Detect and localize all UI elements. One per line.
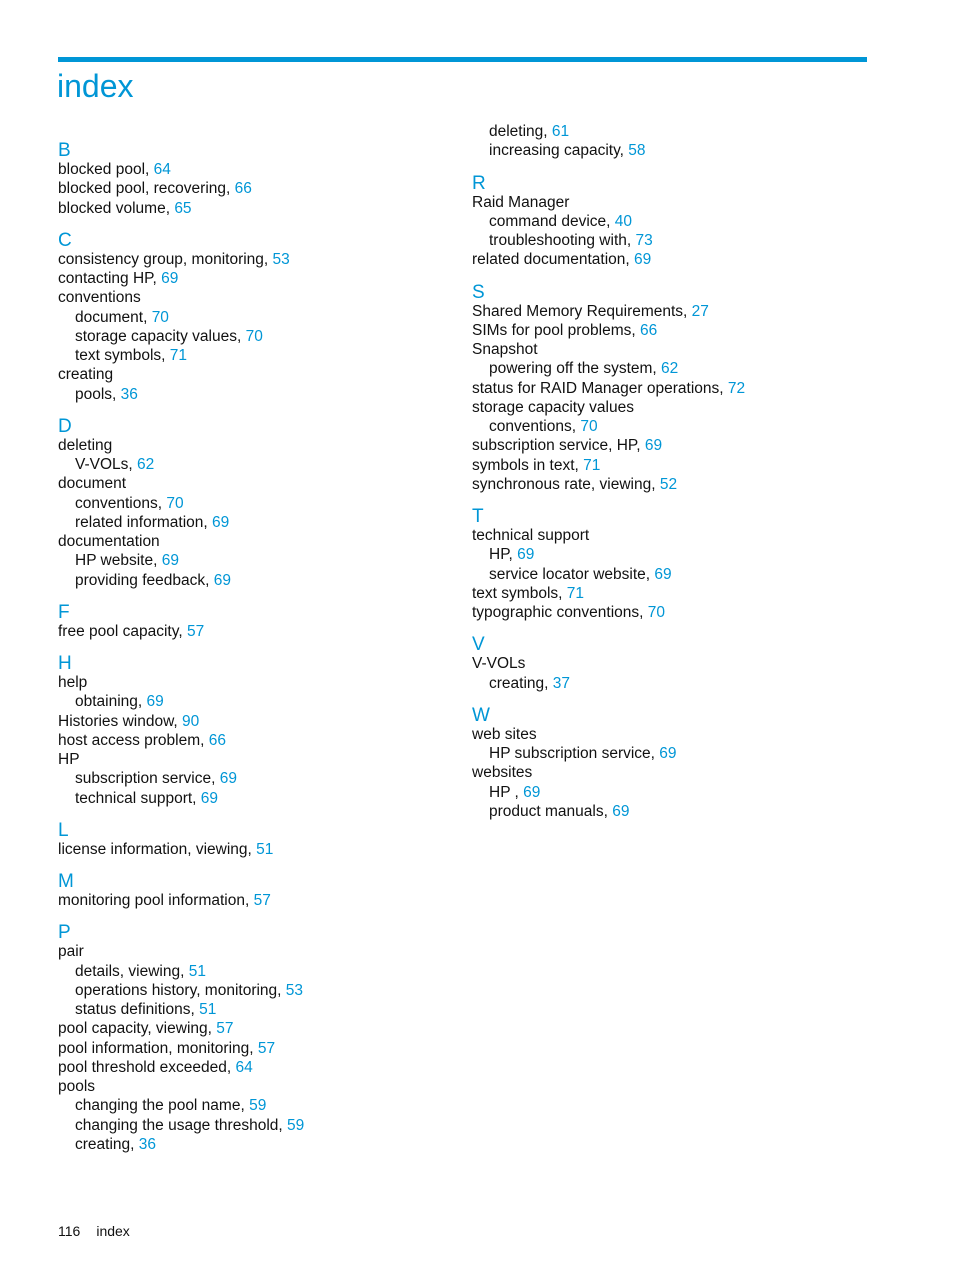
index-term: changing the usage threshold, <box>75 1116 287 1134</box>
index-entry <box>58 1019 234 1038</box>
page-link[interactable]: 51 <box>199 1001 217 1018</box>
index-subentry <box>75 385 138 404</box>
index-term: SIMs for pool problems, <box>472 321 640 339</box>
index-entry <box>58 269 178 288</box>
index-letter-c: C <box>58 229 72 251</box>
index-entry <box>58 160 171 179</box>
page-link[interactable]: 71 <box>566 584 584 602</box>
index-entry <box>58 250 290 269</box>
index-term: technical support <box>472 527 590 544</box>
index-entry <box>472 436 662 455</box>
page-link[interactable]: 69 <box>517 546 535 564</box>
index-term: host access problem, <box>58 731 209 749</box>
page-link[interactable]: 90 <box>182 712 200 730</box>
page-link[interactable]: 69 <box>523 783 541 801</box>
index-subentry <box>489 744 677 763</box>
index-term: related documentation, <box>472 251 634 269</box>
index-term: operations history, monitoring, <box>75 981 286 999</box>
index-letter-t: T <box>472 506 484 527</box>
index-entry <box>58 942 84 961</box>
page-link[interactable]: 57 <box>186 622 205 640</box>
index-term: details, viewing, <box>75 962 189 980</box>
index-letter-f: F <box>58 601 70 623</box>
footer-section-label: index <box>96 1223 130 1239</box>
index-entry <box>58 891 271 910</box>
index-letter-l: L <box>58 819 69 841</box>
page-link[interactable]: 71 <box>169 347 187 364</box>
index-term: free pool capacity, <box>58 622 187 640</box>
index-term: Raid Manager <box>472 193 570 211</box>
index-term: pools, <box>75 385 121 403</box>
index-term: HP, <box>489 546 518 564</box>
index-subentry <box>75 346 187 365</box>
page-link[interactable]: 69 <box>161 270 179 287</box>
index-term: powering off the system, <box>489 360 662 378</box>
index-subentry <box>75 692 164 711</box>
index-entry <box>58 622 204 641</box>
index-term: document <box>58 475 127 493</box>
page-link[interactable]: 58 <box>628 142 646 160</box>
index-term: blocked pool, <box>58 161 154 178</box>
index-subentry <box>75 1116 304 1135</box>
page-link[interactable]: 65 <box>174 199 192 217</box>
page-link[interactable]: 51 <box>188 962 206 980</box>
index-term: creating <box>58 366 114 384</box>
index-term: conventions, <box>75 494 167 512</box>
page-link[interactable]: 69 <box>659 745 677 762</box>
index-entry <box>58 1039 275 1058</box>
index-letter-b: B <box>58 140 71 161</box>
page-link[interactable]: 51 <box>256 840 274 858</box>
index-term: contacting HP, <box>58 270 162 287</box>
index-subentry <box>489 565 672 584</box>
index-subentry <box>489 359 678 378</box>
index-term: Snapshot <box>472 341 538 358</box>
index-term: documentation <box>58 533 160 550</box>
page-link[interactable]: 36 <box>120 385 138 403</box>
index-subentry <box>489 231 653 250</box>
page-link[interactable]: 69 <box>644 437 663 455</box>
index-entry <box>58 199 192 218</box>
index-term: status definitions, <box>75 1001 200 1018</box>
page-title: index <box>57 68 134 104</box>
index-entry <box>58 179 252 198</box>
index-term: troubleshooting with, <box>489 232 636 249</box>
page-link[interactable]: 70 <box>647 604 666 621</box>
index-entry <box>58 731 226 750</box>
index-entry <box>472 725 537 744</box>
index-entry <box>472 250 651 269</box>
page-link[interactable]: 53 <box>285 981 304 999</box>
page-link[interactable]: 73 <box>635 232 653 249</box>
index-subentry <box>489 545 534 564</box>
index-term: service locator website, <box>489 565 655 583</box>
index-entry <box>58 288 141 307</box>
index-term: web sites <box>472 725 537 743</box>
index-term: HP subscription service, <box>489 745 660 762</box>
index-term: technical support, <box>75 789 201 807</box>
header-rule <box>58 57 867 62</box>
index-term: status for RAID Manager operations, <box>472 379 728 397</box>
index-subentry <box>489 122 569 141</box>
index-subentry <box>75 789 218 808</box>
index-subentry <box>75 571 231 590</box>
index-term: text symbols, <box>472 584 567 602</box>
index-entry <box>58 436 112 455</box>
page-link[interactable]: 69 <box>213 571 231 589</box>
page-link[interactable]: 70 <box>245 327 263 345</box>
index-letter-v: V <box>472 634 485 656</box>
index-letter-h: H <box>58 653 72 674</box>
index-term: blocked pool, recovering, <box>58 180 235 198</box>
page-link[interactable]: 62 <box>137 456 155 473</box>
page-link[interactable]: 71 <box>583 456 601 474</box>
index-term: monitoring pool information, <box>58 892 254 909</box>
index-subentry <box>75 1000 216 1019</box>
page-link[interactable]: 69 <box>161 552 179 570</box>
page-link[interactable]: 69 <box>612 802 630 820</box>
page-link[interactable]: 69 <box>654 565 672 583</box>
page-link[interactable]: 27 <box>691 302 709 320</box>
index-entry <box>472 398 634 417</box>
index-term: help <box>58 674 88 691</box>
index-entry <box>472 584 584 603</box>
index-term: synchronous rate, viewing, <box>472 475 660 493</box>
index-entry <box>472 456 600 475</box>
index-subentry <box>75 327 263 346</box>
index-entry <box>472 603 665 622</box>
index-term: subscription service, <box>75 770 220 788</box>
index-entry <box>472 193 569 212</box>
page-link[interactable]: 40 <box>614 212 633 230</box>
index-letter-d: D <box>58 415 72 437</box>
footer-page-number: 116 <box>58 1223 81 1239</box>
page-link[interactable]: 70 <box>151 308 169 326</box>
page-footer <box>58 1222 130 1240</box>
index-subentry <box>489 212 632 231</box>
index-subentry <box>489 141 646 160</box>
page-link[interactable]: 64 <box>235 1058 253 1076</box>
index-term: blocked volume, <box>58 199 175 217</box>
index-term: creating, <box>75 1135 139 1153</box>
index-term: HP , <box>489 783 524 801</box>
index-term: deleting <box>58 436 113 454</box>
index-entry <box>472 321 657 340</box>
index-subentry <box>75 494 184 513</box>
index-term: license information, viewing, <box>58 840 257 858</box>
index-term: deleting, <box>489 123 552 140</box>
page-link[interactable]: 61 <box>551 123 570 140</box>
page-link[interactable]: 69 <box>634 251 652 269</box>
index-subentry <box>75 455 154 474</box>
index-term: HP <box>58 751 80 768</box>
index-entry <box>58 750 80 769</box>
page-link[interactable]: 64 <box>153 161 171 178</box>
page-link[interactable]: 37 <box>552 674 571 692</box>
index-term: providing feedback, <box>75 571 214 589</box>
index-term: increasing capacity, <box>489 142 629 160</box>
page-link[interactable]: 70 <box>166 494 184 512</box>
page-link[interactable]: 36 <box>138 1135 157 1153</box>
index-term: changing the pool name, <box>75 1097 250 1115</box>
index-term: product manuals, <box>489 802 613 820</box>
index-subentry <box>489 417 598 436</box>
index-subentry <box>75 769 237 788</box>
index-subentry <box>75 308 169 327</box>
index-term: V-VOLs, <box>75 456 138 473</box>
index-subentry <box>75 1135 156 1154</box>
index-term: storage capacity values, <box>75 327 246 345</box>
index-entry <box>472 763 532 782</box>
index-term: Histories window, <box>58 712 183 730</box>
index-entry <box>58 673 87 692</box>
index-term: V-VOLs <box>472 655 526 673</box>
page-link[interactable]: 59 <box>249 1097 267 1115</box>
index-term: symbols in text, <box>472 456 584 474</box>
index-letter-r: R <box>472 172 486 194</box>
index-entry <box>58 532 160 551</box>
page-link[interactable]: 70 <box>580 418 598 435</box>
page-link[interactable]: 69 <box>146 693 164 711</box>
page-link[interactable]: 57 <box>216 1020 234 1038</box>
index-term: storage capacity values <box>472 398 634 416</box>
index-term: HP website, <box>75 552 162 570</box>
index-term: typographic conventions, <box>472 604 648 621</box>
index-term: pool capacity, viewing, <box>58 1020 217 1038</box>
index-term: subscription service, HP, <box>472 437 645 455</box>
index-term: obtaining, <box>75 693 147 711</box>
index-term: creating, <box>489 674 553 692</box>
index-entry <box>472 526 589 545</box>
index-subentry <box>489 802 629 821</box>
index-entry <box>58 474 126 493</box>
index-subentry <box>75 551 179 570</box>
index-entry <box>58 1058 253 1077</box>
index-entry <box>472 340 538 359</box>
page-link[interactable]: 57 <box>253 892 271 909</box>
index-entry <box>472 654 525 673</box>
page-link[interactable]: 66 <box>208 731 227 749</box>
index-subentry <box>75 513 229 532</box>
index-term: conventions <box>58 289 141 307</box>
index-entry <box>472 475 677 494</box>
index-letter-w: W <box>472 704 490 726</box>
index-entry <box>58 365 113 384</box>
index-entry <box>58 840 273 859</box>
index-term: document, <box>75 308 152 326</box>
index-term: command device, <box>489 212 615 230</box>
index-entry <box>58 712 199 731</box>
index-term: pools <box>58 1078 96 1095</box>
index-term: pair <box>58 943 84 961</box>
index-entry <box>472 379 745 398</box>
index-subentry <box>75 1096 266 1115</box>
page-link[interactable]: 69 <box>212 513 230 531</box>
page-link[interactable]: 62 <box>661 360 679 378</box>
page-link[interactable]: 72 <box>727 379 746 397</box>
index-subentry <box>489 783 540 802</box>
page-link[interactable]: 69 <box>219 770 237 788</box>
index-term: text symbols, <box>75 347 170 364</box>
page-link[interactable]: 69 <box>200 789 219 807</box>
index-letter-p: P <box>58 922 71 944</box>
page-link[interactable]: 53 <box>272 250 290 268</box>
index-term: Shared Memory Requirements, <box>472 302 692 320</box>
page-link[interactable]: 52 <box>659 475 678 493</box>
page-link[interactable]: 66 <box>234 180 252 198</box>
index-entry <box>472 302 709 321</box>
index-subentry <box>75 981 303 1000</box>
index-letter-s: S <box>472 281 485 303</box>
index-term: pool information, monitoring, <box>58 1039 258 1057</box>
page-link[interactable]: 57 <box>257 1039 276 1057</box>
index-letter-m: M <box>58 871 74 892</box>
index-term: conventions, <box>489 418 581 435</box>
index-term: websites <box>472 764 533 782</box>
page-link[interactable]: 66 <box>639 321 658 339</box>
index-subentry <box>489 674 570 693</box>
index-term: consistency group, monitoring, <box>58 250 273 268</box>
page-link[interactable]: 59 <box>287 1116 305 1134</box>
index-entry <box>58 1077 95 1096</box>
index-subentry <box>75 962 206 981</box>
index-term: related information, <box>75 513 212 531</box>
index-term: pool threshold exceeded, <box>58 1058 236 1076</box>
